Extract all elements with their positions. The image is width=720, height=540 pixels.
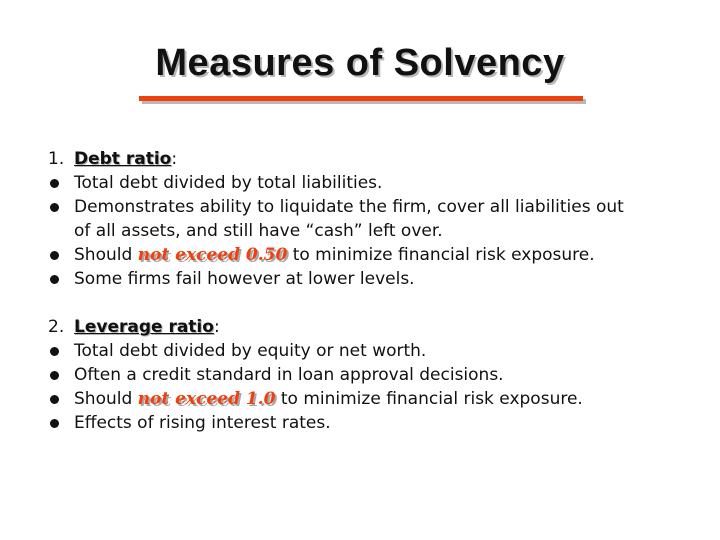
section-number: 1.: [48, 149, 65, 169]
bullet-text: Demonstrates ability to liquidate the firm, cover all liabilities out: [74, 197, 624, 217]
section-heading-line: [48, 147, 688, 171]
list-item: [48, 171, 688, 195]
bullet-icon: [50, 419, 59, 428]
bullet-icon: [50, 251, 59, 260]
bullet-text: Total debt divided by equity or net worth.: [74, 341, 427, 361]
bullet-text: to minimize financial risk exposure.: [275, 389, 583, 409]
heading-colon: :: [213, 317, 220, 337]
bullet-icon: [50, 395, 59, 404]
list-item: [48, 411, 688, 435]
bullet-text: Often a credit standard in loan approval decisions.: [74, 365, 504, 385]
bullet-icon: [50, 179, 59, 188]
heading-colon: :: [171, 149, 178, 169]
slide-title: Measures of Solvency: [155, 42, 565, 84]
list-item-continuation: [48, 219, 688, 243]
leverage-ratio-heading: Leverage ratio: [74, 317, 214, 337]
bullet-icon: [50, 347, 59, 356]
bullet-text: to minimize financial risk exposure.: [287, 245, 595, 265]
debt-ratio-heading: Debt ratio: [74, 149, 172, 169]
bullet-icon: [50, 371, 59, 380]
bullet-icon: [50, 203, 59, 212]
section-number: 2.: [48, 317, 65, 337]
emphasis-threshold: not exceed 0.50: [137, 245, 288, 265]
leverage-ratio-section: [48, 315, 688, 435]
list-item: [48, 387, 688, 411]
list-item: [48, 195, 688, 219]
title-underline: [139, 96, 583, 101]
list-item: [48, 339, 688, 363]
bullet-text: Effects of rising interest rates.: [74, 413, 331, 433]
bullet-text: Total debt divided by total liabilities.: [74, 173, 383, 193]
emphasis-threshold: not exceed 1.0: [137, 389, 276, 409]
bullet-text: Should: [74, 389, 138, 409]
list-item: [48, 363, 688, 387]
debt-ratio-section: [48, 147, 688, 291]
bullet-text: Some firms fail however at lower levels.: [74, 269, 415, 289]
bullet-text: Should: [74, 245, 138, 265]
list-item: [48, 267, 688, 291]
bullet-text-continued: of all assets, and still have “cash” left over.: [74, 221, 443, 241]
bullet-icon: [50, 275, 59, 284]
list-item: [48, 243, 688, 267]
section-heading-line: [48, 315, 688, 339]
